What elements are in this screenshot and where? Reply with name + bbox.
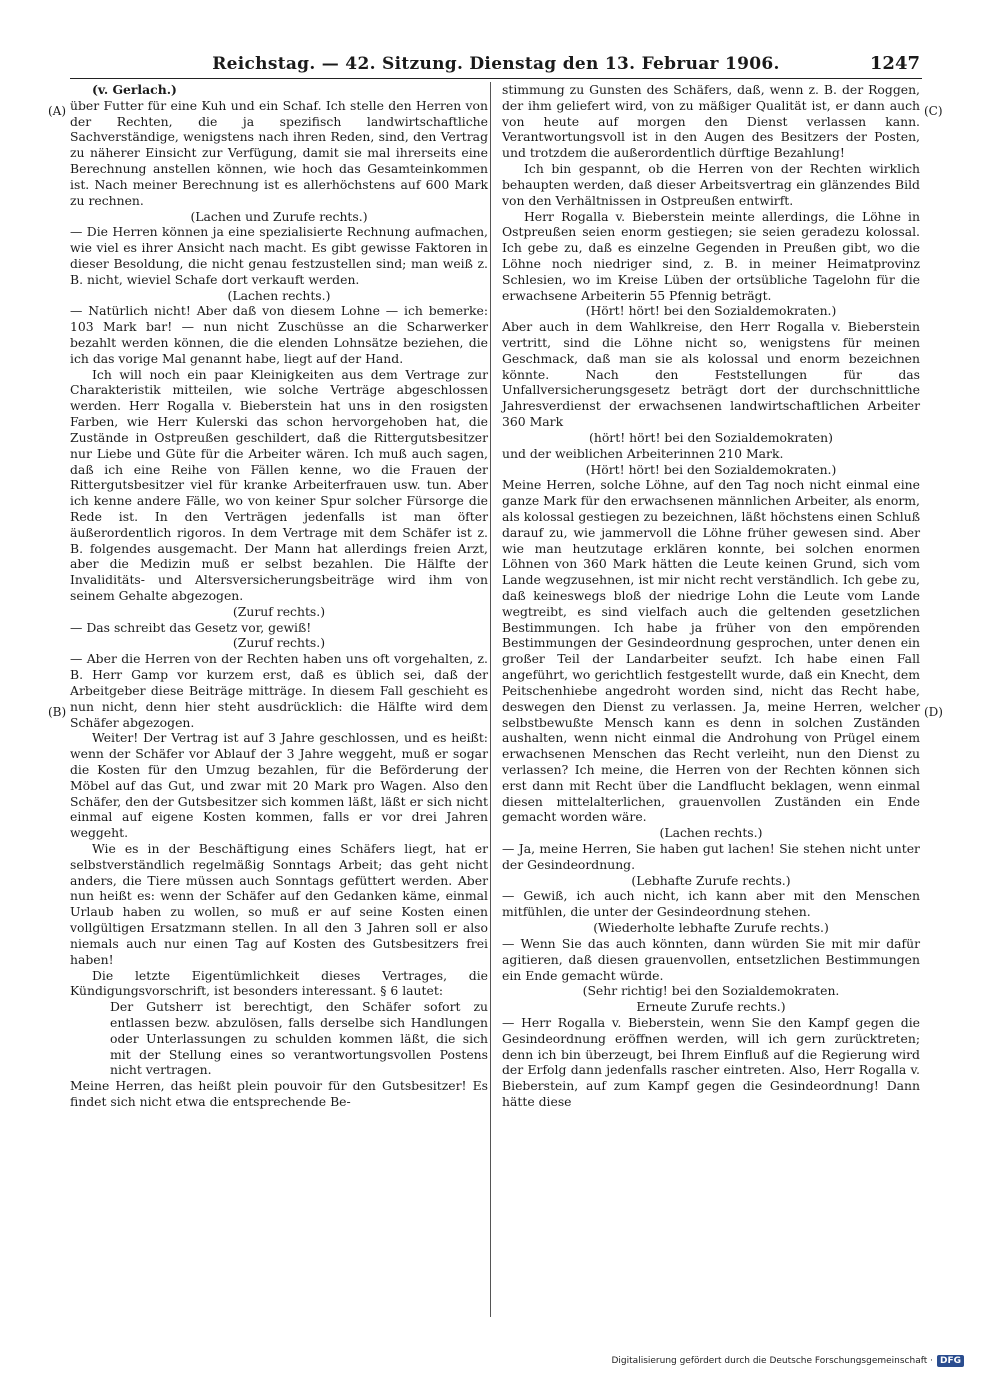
interjection: (Lachen rechts.) xyxy=(659,825,763,841)
footer-credit: Digitalisierung gefördert durch die Deutsche Forschungsgemeinschaft · xyxy=(611,1356,933,1366)
paragraph: Herr Rogalla v. Bieberstein meinte allerdings, die Löhne in Ostpreußen seien enorm gestiegen; sie seien geradezu kolossal. Ich gebe zu, daß es einzelne Gegenden in Preußen gibt, wo die Löhne noch niedriger sind, z. B. in meiner Heimatprovinz Schlesien, wo im Kreise Lüben der ortsübliche Tagelohn für die erwachsene Arbeiterin 55 Pfennig beträgt. xyxy=(502,208,920,303)
paragraph: Der Gutsherr ist berechtigt, den Schäfer sofort zu entlassen bezw. abzulösen, falls derselbe sich Handlungen oder Unterlassungen zu schulden kommen läßt, die sich mit der Stellung eines so verantwortungsvollen Postens nicht vertragen. xyxy=(110,999,488,1078)
paragraph: Ich will noch ein paar Kleinigkeiten aus dem Vertrage zur Charakteristik mitteilen, wie solche Verträge abgeschlossen werden. Herr Rogalla v. Bieberstein hat uns in den rosigsten Farben, wie Herr Kulerski das schon hervorgehoben hat, die Zustände in Ostpreußen geschildert, daß die Rittergutsbesitzer nur Liebe und Güte für die Arbeiter wären. Ich muß auch sagen, daß ich eine Reihe von Fällen kenne, wo die Frauen der Rittergutsbesitzer viel für kranke Arbeiterfrauen usw. tun. Aber ich kenne andere Fälle, wo von keiner Spur solcher Fürsorge die Rede ist. In den Verträgen jedenfalls ist man öfter äußerordentlich rigoros. In dem Vertrage mit dem Schäfer ist z. B. folgendes ausgemacht. Der Mann hat allerdings freien Arzt, aber die Medizin muß er selbst bezahlen. Die Hälfte der Invaliditäts- und Altersversicherungsbeiträge wird ihm von seinem Gehalte abgezogen. xyxy=(70,366,488,603)
interjection: (Hört! hört! bei den Sozialdemokraten.) xyxy=(585,303,837,319)
paragraph: und der weiblichen Arbeiterinnen 210 Mark. xyxy=(502,445,784,461)
paragraph: Ich bin gespannt, ob die Herren von der Rechten wirklich behaupten werden, daß dieser Arbeitsvertrag ein glänzendes Bild von den Verhältnissen in Ostpreußen entwirft. xyxy=(502,161,920,208)
paragraph: — Natürlich nicht! Aber daß von diesem Lohne — ich bemerke: 103 Mark bar! — nun nicht Zuschüsse an die Scharwerker bezahlt werden können, die die elenden Lohnsätze beziehen, die ich das vorige Mal genannt habe, liegt auf der Hand. xyxy=(70,303,488,366)
paragraph: Meine Herren, das heißt plein pouvoir für den Gutsbesitzer! Es findet sich nicht etwa die entsprechende Be- xyxy=(70,1078,488,1109)
running-title: Reichstag. — 42. Sitzung. Dienstag den 13. Februar 1906. xyxy=(212,54,780,74)
paragraph: — Das schreibt das Gesetz vor, gewiß! xyxy=(70,619,312,635)
paragraph: Aber auch in dem Wahlkreise, den Herr Rogalla v. Bieberstein vertritt, sind die Löhne nicht so, wenigstens für meinen Geschmack, daß man sie als kolossal und enorm bezeichnen könnte. Nach den Feststellungen für das Unfallversicherungsgesetz beträgt dort der durchschnittliche Jahresverdienst der erwachsenen landwirtschaftlichen Arbeiter 360 Mark xyxy=(502,319,920,430)
dfg-logo-icon: DFG xyxy=(937,1355,964,1367)
margin-mark-c: (C) xyxy=(924,104,943,118)
interjection: (Wiederholte lebhafte Zurufe rechts.) xyxy=(593,920,829,936)
page-header xyxy=(70,52,922,79)
digitization-footer xyxy=(612,1353,965,1369)
interjection: (Lachen rechts.) xyxy=(227,287,331,303)
interjection: (hört! hört! bei den Sozialdemokraten) xyxy=(589,429,833,445)
interjection: (Zuruf rechts.) xyxy=(232,635,326,651)
paragraph: — Ja, meine Herren, Sie haben gut lachen! Sie stehen nicht unter der Gesindeordnung. xyxy=(502,841,920,872)
paragraph: Die letzte Eigentümlichkeit dieses Vertrages, die Kündigungsvorschrift, ist besonders interessant. § 6 lautet: xyxy=(70,967,488,999)
paragraph: — Wenn Sie das auch könnten, dann würden Sie mit mir dafür agitieren, daß diesen grauenvollen, entsetzlichen Bestimmungen ein Ende gemacht würde. xyxy=(502,935,920,983)
speaker-name: (v. Gerlach.) xyxy=(92,82,177,97)
paragraph: — Gewiß, ich auch nicht, ich kann aber mit den Menschen mitfühlen, die unter der Gesindeordnung stehen. xyxy=(502,888,920,920)
right-column xyxy=(502,82,920,1110)
paragraph: Meine Herren, solche Löhne, auf den Tag noch nicht einmal eine ganze Mark für den erwachsenen männlichen Arbeiter, als enorm, als kolossal gestiegen zu bezeichnen, läßt höchstens einen Schluß darauf zu, wie jammervoll die Löhne früher gewesen sind. Aber wie man heutzutage erklären konnte, bei solchen enormen Löhnen von 360 Mark hätten die Leute keinen Grund, sich vom Lande wegzusehnen, ist mir nicht recht verständlich. Ich gebe zu, daß keineswegs bloß der niedrige Lohn die Leute vom Lande wegtreibt, es sind vielfach auch die geltenden gesetzlichen Bestimmungen. Ich habe ja früher von den empörenden Bestimmungen der Gesindeordnung gesprochen, unter denen ein großer Teil der Landarbeiter seufzt. Ich habe einen Fall angeführt, wo gerichtlich festgestellt wurde, daß ein Knecht, dem Peitschenhiebe angedroht worden sind, nicht das Recht habe, deswegen den Dienst zu verlassen. Ja, meine Herren, welcher selbstbewußte Mensch kann es denn in solchen Zuständen aushalten, wenn nicht einmal die Androhung von Prügel einem erwachsenen Menschen das Recht verleiht, nun den Dienst zu verlassen? Ich meine, die Herren von der Rechten können sich erst dann mit Recht über die Landflucht beklagen, wenn einmal diesen mittelalterlichen, grauenvollen Zuständen ein Ende gemacht worden wäre. xyxy=(502,477,920,825)
page-number: 1247 xyxy=(869,53,920,74)
interjection: (Lebhafte Zurufe rechts.) xyxy=(631,872,791,888)
margin-mark-b: (B) xyxy=(48,705,67,719)
paragraph: Wie es in der Beschäftigung eines Schäfers liegt, hat er selbstverständlich regelmäßig Sonntags Arbeit; das geht nicht anders, die Tiere müssen auch Sonntags gefüttert werden. Aber nun heißt es: wenn der Schäfer auf den Gedanken käme, einmal Urlaub haben zu wollen, so muß er auf seine Kosten einen vollgültigen Ersatzmann stellen. In all den 3 Jahren soll er also niemals auch nur einen Tag auf Kosten des Gutsbesitzers frei haben! xyxy=(70,841,488,967)
interjection: (Hört! hört! bei den Sozialdemokraten.) xyxy=(585,461,837,477)
paragraph: — Die Herren können ja eine spezialisierte Rechnung aufmachen, wie viel es ihrer Ansicht nach macht. Es gibt gewisse Faktoren in dieser Besoldung, die nicht genau festzustellen sind; man weiß z. B. nicht, wieviel Schafe dort verkauft werden. xyxy=(70,224,488,287)
interjection: (Sehr richtig! bei den Sozialdemokraten. xyxy=(582,983,840,999)
margin-mark-d: (D) xyxy=(924,705,943,719)
interjection: (Lachen und Zurufe rechts.) xyxy=(190,208,368,224)
column-divider xyxy=(490,82,491,1317)
paragraph: — Herr Rogalla v. Bieberstein, wenn Sie den Kampf gegen die Gesindeordnung eröffnen werden, will ich gern zurücktreten; denn ich bin überzeugt, bei Ihrem Einfluß auf die Regierung wird der Erfolg dann jedenfalls rascher eintreten. Also, Herr Rogalla v. Bieberstein, auf zum Kampf gegen die Gesindeordnung! Dann hätte diese xyxy=(502,1014,920,1109)
paragraph: Weiter! Der Vertrag ist auf 3 Jahre geschlossen, und es heißt: wenn der Schäfer vor Ablauf der 3 Jahre weggeht, muß er sogar die Kosten für den Umzug bezahlen, für die Beförderung der Möbel auf das Gut, und zwar mit 20 Mark pro Wagen. Also den Schäfer, den der Gutsbesitzer sich kommen läßt, läßt er sich nicht einmal auf eigene Kosten kommen, falls er vor drei Jahren weggeht. xyxy=(70,730,488,841)
left-column xyxy=(70,82,488,1110)
interjection: Erneute Zurufe rechts.) xyxy=(636,999,786,1015)
paragraph: — Aber die Herren von der Rechten haben uns oft vorgehalten, z. B. Herr Gamp vor kurzem erst, daß es üblich sei, daß der Arbeitgeber diese Beiträge mitträge. In diesem Fall geschieht es nun nicht, denn hier steht ausdrücklich: die Hälfte wird dem Schäfer abgezogen. xyxy=(70,651,488,730)
paragraph: stimmung zu Gunsten des Schäfers, daß, wenn z. B. der Roggen, der ihm geliefert wird, von zu mäßiger Qualität ist, er dann auch von heute auf morgen den Dienst verlassen kann. Verantwortungsvoll ist in den Augen des Besitzers der Posten, und trotzdem die außerordentlich dürftige Bezahlung! xyxy=(502,82,920,161)
interjection: (Zuruf rechts.) xyxy=(232,603,326,619)
margin-mark-a: (A) xyxy=(48,104,67,118)
paragraph: über Futter für eine Kuh und ein Schaf. Ich stelle den Herren von der Rechten, die ja spezifisch landwirtschaftliche Sachverständige, wenigstens nach ihren Reden, sind, den Vertrag zu näherer Einsicht zur Verfügung, damit sie mal ihrerseits eine Berechnung anstellen können, wie hoch das Gesamteinkommen ist. Nach meiner Berechnung ist es allerhöchstens auf 600 Mark zu rechnen. xyxy=(70,97,488,208)
